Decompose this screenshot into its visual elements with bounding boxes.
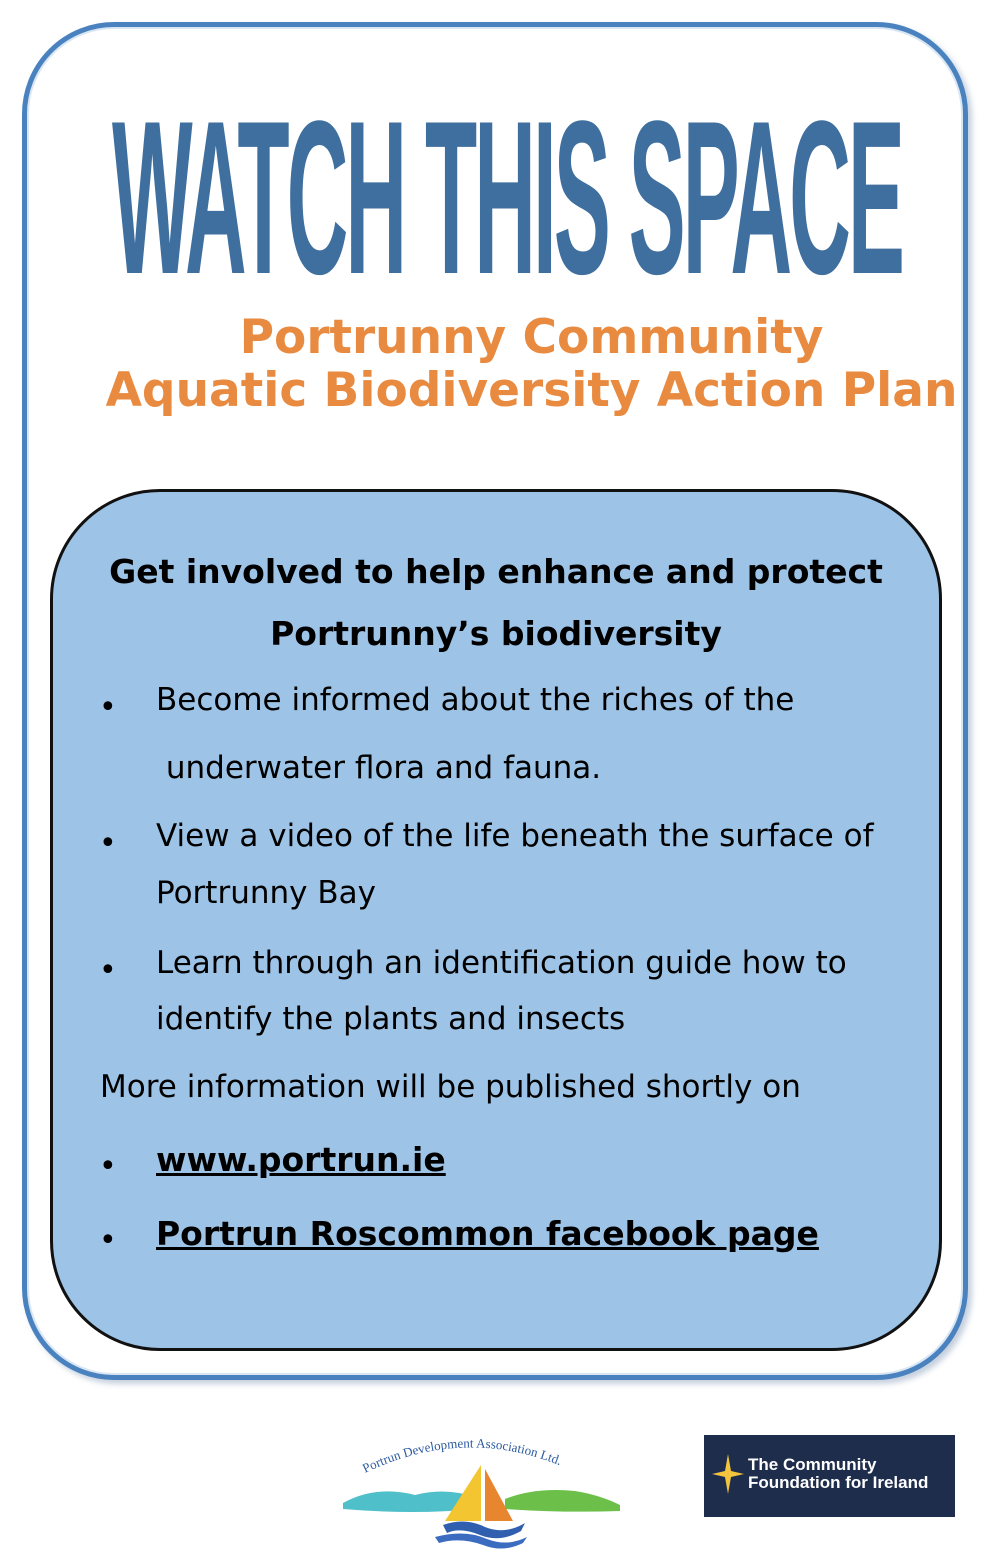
bullet-2-line1: View a video of the life beneath the surface of	[156, 818, 874, 854]
star-icon	[710, 1452, 746, 1496]
headline-text: WATCH THIS SPACE	[112, 75, 902, 313]
facebook-link[interactable]: Portrun Roscommon facebook page	[156, 1214, 819, 1253]
portrun-development-association-logo	[335, 1425, 625, 1555]
bullet-3-line2: identify the plants and insects	[156, 1001, 626, 1037]
community-foundation-logo	[704, 1435, 955, 1517]
subtitle-line1: Portrunny Community	[239, 310, 824, 365]
info-panel	[50, 489, 942, 1351]
cfi-line1: The Community	[748, 1455, 877, 1474]
subtitle-line2: Aquatic Biodiversity Action Plan	[105, 363, 958, 418]
bullet-1-line1: Become informed about the riches of the	[156, 682, 795, 718]
headline-banner	[100, 38, 910, 313]
bullet-marker: •	[99, 1223, 117, 1258]
bullet-1-line2: underwater flora and fauna.	[156, 750, 602, 786]
bullet-3-line1: Learn through an identification guide how to	[156, 945, 847, 981]
bullet-marker: •	[99, 690, 117, 725]
panel-heading-line1: Get involved to help enhance and protect	[109, 552, 883, 591]
cfi-line2: Foundation for Ireland	[748, 1473, 929, 1492]
bullet-marker: •	[99, 953, 117, 988]
bullet-marker: •	[99, 826, 117, 861]
website-link[interactable]: www.portrun.ie	[156, 1140, 446, 1179]
more-info-text: More information will be published shortly on	[100, 1069, 801, 1105]
panel-heading-line2: Portrunny’s biodiversity	[270, 614, 722, 653]
bullet-marker: •	[99, 1149, 117, 1184]
svg-text:Portrun Development Associatio: Portrun Development Association Ltd.	[359, 1435, 565, 1476]
bullet-2-line2: Portrunny Bay	[156, 875, 376, 911]
